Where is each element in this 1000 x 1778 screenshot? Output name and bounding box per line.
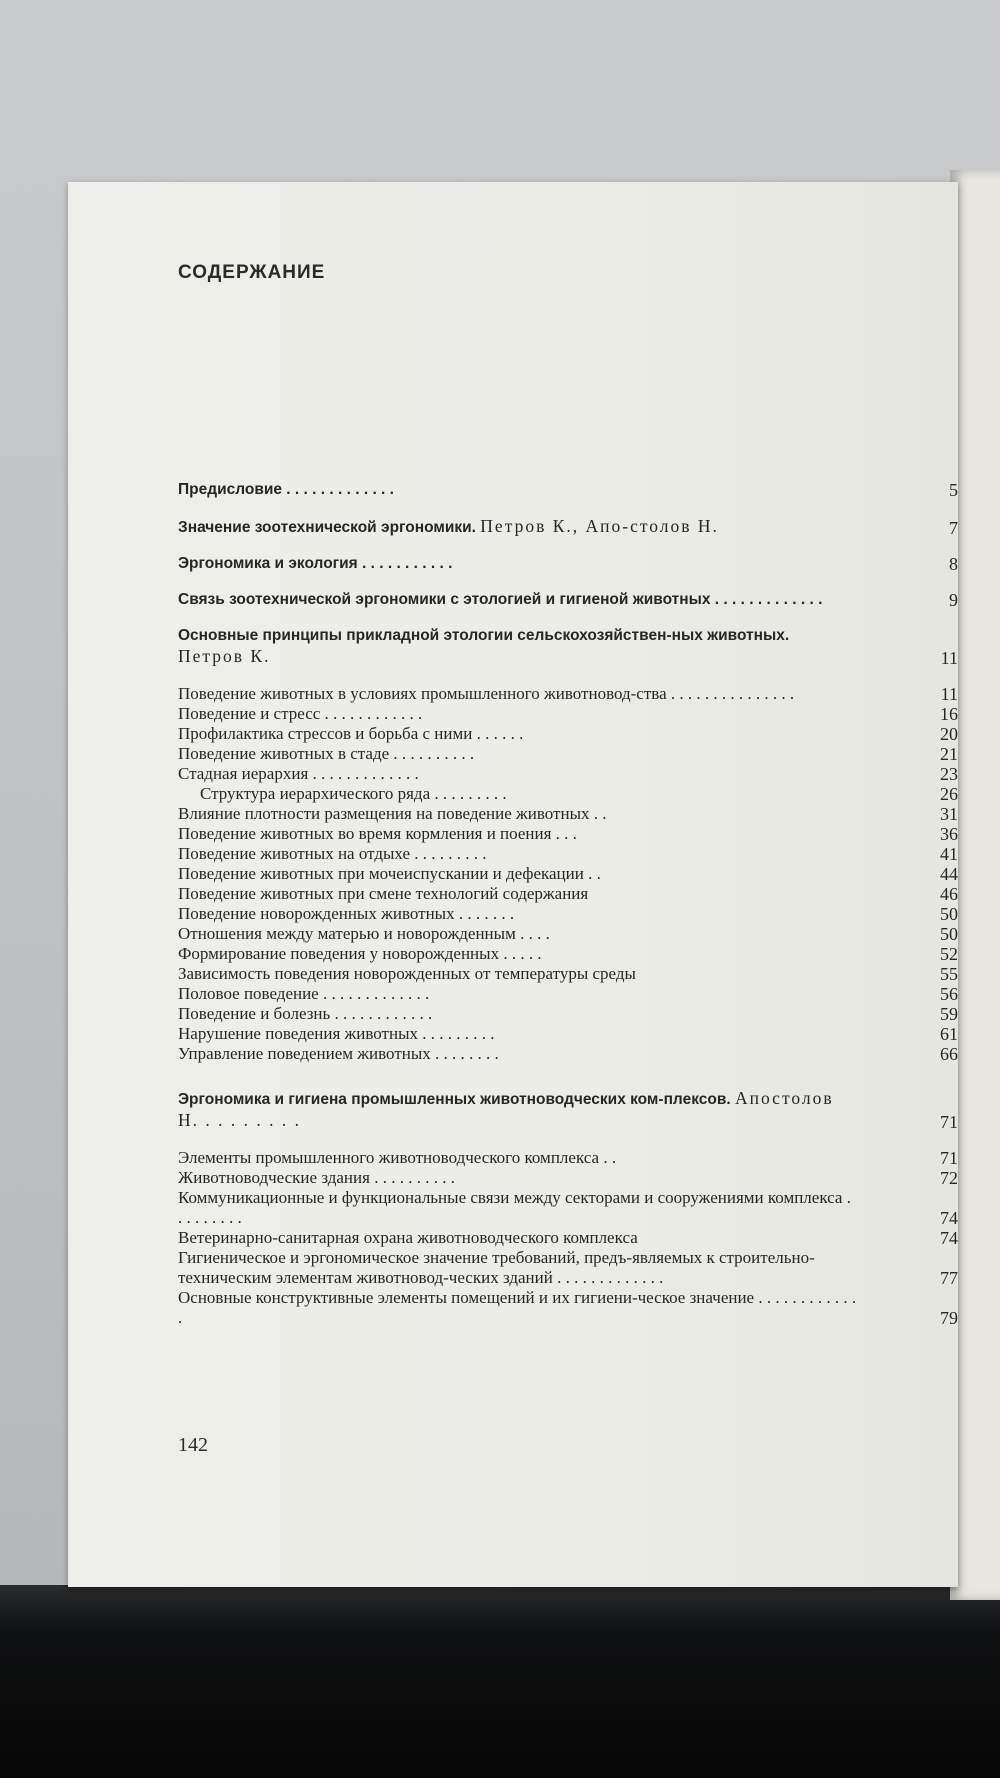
toc-entry xyxy=(178,1228,958,1248)
toc-entry-page: 79 xyxy=(940,1308,958,1328)
toc-entry-author: Петров К., Апо-столов Н. xyxy=(480,516,719,536)
toc-entry-page: 59 xyxy=(940,1004,958,1024)
toc-entry-page: 46 xyxy=(940,884,958,904)
toc-entry xyxy=(178,764,958,784)
toc-entry xyxy=(178,516,958,538)
toc-entry xyxy=(178,554,958,574)
toc-entry xyxy=(178,784,958,804)
toc-entry-text: Эргономика и экология . . . . . . . . . . . xyxy=(178,555,453,572)
toc-entry-author: Апостолов Н. . . . . . . . . xyxy=(178,1088,834,1130)
toc-entry-text: Поведение животных при смене технологий содержания xyxy=(178,884,589,903)
toc-entry-text: Зависимость поведения новорожденных от температуры среды xyxy=(178,964,636,983)
toc-entry-text: Поведение и болезнь . . . . . . . . . . . . xyxy=(178,1004,433,1023)
toc-entry-text: Значение зоотехнической эргономики. xyxy=(178,519,476,536)
toc-entry-page: 20 xyxy=(940,724,958,744)
page-number: 142 xyxy=(178,1434,208,1456)
toc-entry-text: Поведение и стресс . . . . . . . . . . . . xyxy=(178,704,423,723)
toc-entry-page: 66 xyxy=(940,1044,958,1064)
toc-entry xyxy=(178,480,958,500)
toc-entry xyxy=(178,904,958,924)
toc-entry xyxy=(178,824,958,844)
toc-entry-text: Нарушение поведения животных . . . . . . . . . xyxy=(178,1024,495,1043)
page-title: СОДЕРЖАНИЕ xyxy=(178,262,326,283)
toc-entry xyxy=(178,1148,958,1168)
toc-entry xyxy=(178,724,958,744)
toc-entry-text: Поведение животных во время кормления и поения . . . xyxy=(178,824,577,843)
toc-entry xyxy=(178,1168,958,1188)
toc-entry-page: 74 xyxy=(940,1228,958,1248)
toc-entry-page: 11 xyxy=(940,684,958,704)
toc-entry-page: 11 xyxy=(940,648,958,668)
toc-entry-page: 41 xyxy=(940,844,958,864)
toc-entry xyxy=(178,1248,958,1288)
toc-entry xyxy=(178,1004,958,1024)
table-of-contents xyxy=(178,480,958,1328)
toc-entry-page: 31 xyxy=(940,804,958,824)
toc-entry xyxy=(178,1188,958,1228)
toc-entry xyxy=(178,944,958,964)
toc-entry xyxy=(178,964,958,984)
toc-entry-text: Основные конструктивные элементы помещений и их гигиени-ческое значение . . . . . . . . . . . . . xyxy=(178,1288,857,1327)
toc-entry-text: Влияние плотности размещения на поведение животных . . xyxy=(178,804,607,823)
toc-entry-text: Управление поведением животных . . . . . . . . xyxy=(178,1044,499,1063)
toc-entry-text: Элементы промышленного животноводческого комплекса . . xyxy=(178,1148,617,1167)
toc-entry-page: 52 xyxy=(940,944,958,964)
toc-entry-text: Гигиеническое и эргономическое значение требований, предъ-являемых к строительно-техническим элементам животновод-ческих зданий . . . . . . . . . . . . . xyxy=(178,1248,815,1287)
toc-entry xyxy=(178,1044,958,1064)
toc-entry-page: 61 xyxy=(940,1024,958,1044)
toc-entry-text: Эргономика и гигиена промышленных животноводческих ком-плексов. xyxy=(178,1091,731,1108)
toc-entry-page: 71 xyxy=(940,1148,958,1168)
toc-entry-text: Половое поведение . . . . . . . . . . . . . xyxy=(178,984,430,1003)
toc-entry-text: Профилактика стрессов и борьба с ними . . . . . . xyxy=(178,724,524,743)
toc-entry-page: 50 xyxy=(940,904,958,924)
toc-entry-text: Поведение животных на отдыхе . . . . . . . . . xyxy=(178,844,487,863)
toc-entry-page: 9 xyxy=(949,590,958,610)
toc-entry xyxy=(178,684,958,704)
toc-entry xyxy=(178,884,958,904)
toc-entry-text: Поведение животных при мочеиспускании и дефекации . . xyxy=(178,864,601,883)
toc-entry-page: 36 xyxy=(940,824,958,844)
toc-entry xyxy=(178,590,958,610)
toc-entry-text: Отношения между матерью и новорожденным . . . . xyxy=(178,924,550,943)
toc-entry-page: 8 xyxy=(949,554,958,574)
toc-entry xyxy=(178,1024,958,1044)
toc-entry xyxy=(178,744,958,764)
toc-entry xyxy=(178,844,958,864)
toc-entry-page: 26 xyxy=(940,784,958,804)
toc-entry-page: 21 xyxy=(940,744,958,764)
toc-entry xyxy=(178,984,958,1004)
toc-entry-page: 72 xyxy=(940,1168,958,1188)
toc-entry xyxy=(178,1088,958,1132)
toc-entry-text: Стадная иерархия . . . . . . . . . . . . . xyxy=(178,764,419,783)
toc-entry-page: 55 xyxy=(940,964,958,984)
toc-entry-page: 50 xyxy=(940,924,958,944)
book-page xyxy=(68,182,958,1587)
toc-entry-author: Петров К. xyxy=(178,646,271,666)
toc-entry-page: 7 xyxy=(949,518,958,538)
toc-entry xyxy=(178,864,958,884)
toc-entry xyxy=(178,626,958,668)
toc-entry-page: 74 xyxy=(940,1208,958,1228)
dark-background xyxy=(0,1585,1000,1778)
toc-entry-text: Связь зоотехнической эргономики с этологией и гигиеной животных . . . . . . . . . . . . . xyxy=(178,591,823,608)
toc-entry-text: Ветеринарно-санитарная охрана животноводческого комплекса xyxy=(178,1228,638,1247)
toc-entry xyxy=(178,704,958,724)
toc-entry xyxy=(178,924,958,944)
toc-entry-text: Структура иерархического ряда . . . . . . . . . xyxy=(200,784,507,803)
toc-entry-text: Поведение животных в стаде . . . . . . . . . . xyxy=(178,744,475,763)
toc-entry-text: Поведение новорожденных животных . . . . . . . xyxy=(178,904,515,923)
toc-entry-text: Основные принципы прикладной этологии сельскохозяйствен-ных животных. xyxy=(178,627,790,644)
toc-entry-page: 71 xyxy=(940,1112,958,1132)
toc-entry-text: Предисловие . . . . . . . . . . . . . xyxy=(178,481,394,498)
toc-entry-page: 16 xyxy=(940,704,958,724)
toc-entry-text: Животноводческие здания . . . . . . . . . . xyxy=(178,1168,455,1187)
toc-entry-page: 77 xyxy=(940,1268,958,1288)
toc-entry-page: 5 xyxy=(949,480,958,500)
toc-entry xyxy=(178,1288,958,1328)
toc-entry xyxy=(178,804,958,824)
toc-entry-text: Формирование поведения у новорожденных . . . . . xyxy=(178,944,542,963)
toc-entry-text: Коммуникационные и функциональные связи между секторами и сооружениями комплекса . . . . . . . . . xyxy=(178,1188,851,1227)
toc-entry-page: 56 xyxy=(940,984,958,1004)
toc-entry-page: 44 xyxy=(940,864,958,884)
toc-entry-text: Поведение животных в условиях промышленного животновод-ства . . . . . . . . . . . . . . . xyxy=(178,684,795,703)
toc-entry-page: 23 xyxy=(940,764,958,784)
